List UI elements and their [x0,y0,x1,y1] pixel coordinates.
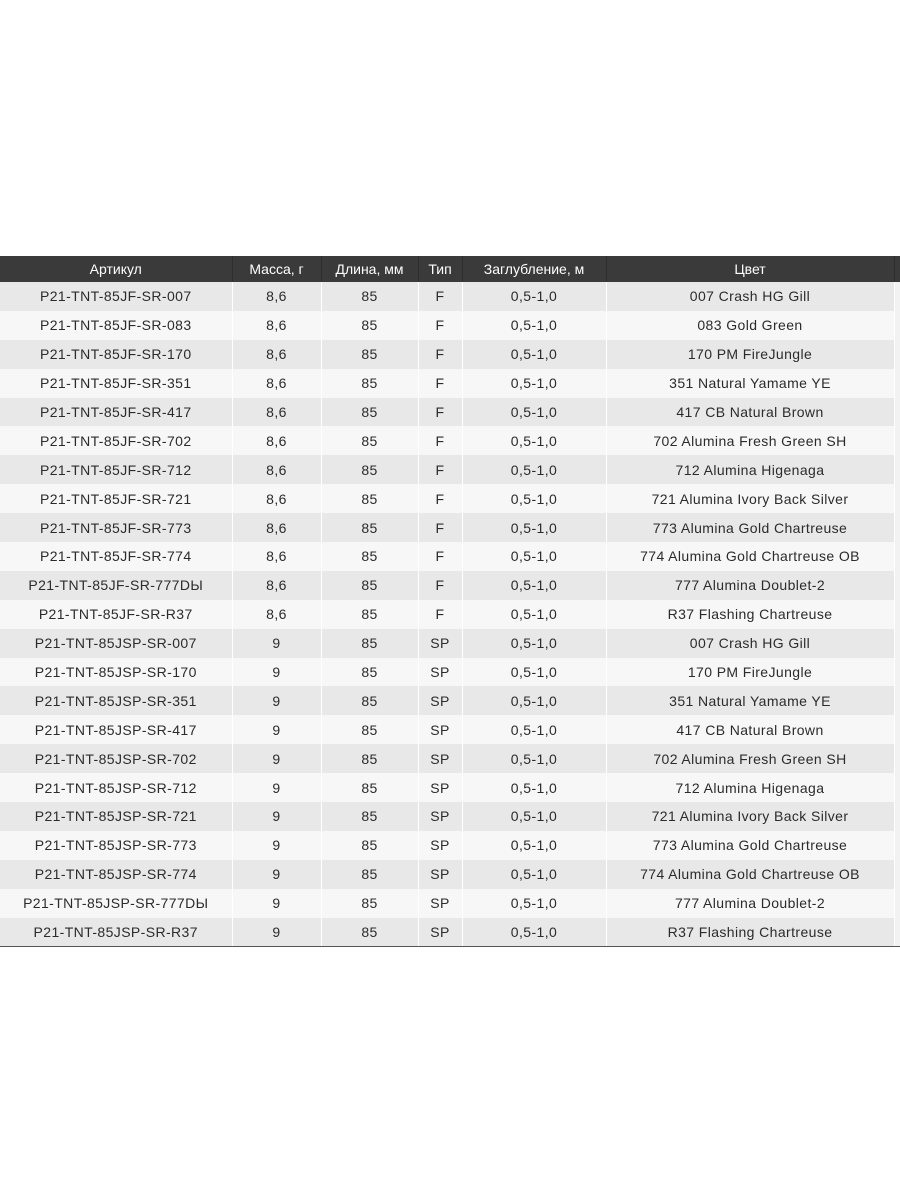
table-row [0,311,900,340]
cell-article: P21-TNT-85JF-SR-712 [0,455,232,484]
cell-filler [894,484,900,513]
cell-length: 85 [321,686,418,715]
cell-depth: 0,5-1,0 [462,889,606,918]
cell-color: 774 Alumina Gold Chartreuse OB [606,860,894,889]
cell-type: F [418,600,462,629]
cell-type: F [418,282,462,311]
cell-type: SP [418,889,462,918]
cell-depth: 0,5-1,0 [462,571,606,600]
cell-filler [894,658,900,687]
cell-type: SP [418,629,462,658]
cell-color: 351 Natural Yamame YE [606,369,894,398]
cell-length: 85 [321,484,418,513]
cell-color: 007 Crash HG Gill [606,629,894,658]
cell-article: P21-TNT-85JF-SR-777DЫ [0,571,232,600]
cell-depth: 0,5-1,0 [462,311,606,340]
table-row [0,686,900,715]
spec-table [0,256,900,947]
cell-mass: 8,6 [232,426,321,455]
cell-type: SP [418,744,462,773]
cell-depth: 0,5-1,0 [462,860,606,889]
table-row [0,369,900,398]
cell-mass: 8,6 [232,600,321,629]
cell-color: 417 CB Natural Brown [606,715,894,744]
cell-color: R37 Flashing Chartreuse [606,600,894,629]
cell-length: 85 [321,426,418,455]
cell-type: F [418,369,462,398]
cell-length: 85 [321,773,418,802]
table-row [0,426,900,455]
cell-article: P21-TNT-85JF-SR-721 [0,484,232,513]
cell-depth: 0,5-1,0 [462,629,606,658]
cell-filler [894,744,900,773]
cell-type: SP [418,773,462,802]
header-depth: Заглубление, м [462,256,606,282]
cell-type: F [418,542,462,571]
cell-type: SP [418,658,462,687]
cell-depth: 0,5-1,0 [462,773,606,802]
cell-type: F [418,571,462,600]
cell-article: P21-TNT-85JF-SR-007 [0,282,232,311]
cell-type: F [418,455,462,484]
cell-depth: 0,5-1,0 [462,831,606,860]
cell-mass: 8,6 [232,571,321,600]
cell-article: P21-TNT-85JF-SR-702 [0,426,232,455]
cell-color: 702 Alumina Fresh Green SH [606,744,894,773]
cell-color: 712 Alumina Higenaga [606,773,894,802]
cell-type: SP [418,918,462,947]
cell-length: 85 [321,918,418,947]
cell-filler [894,831,900,860]
header-mass: Масса, г [232,256,321,282]
cell-mass: 9 [232,860,321,889]
cell-mass: 9 [232,889,321,918]
cell-mass: 8,6 [232,398,321,427]
cell-filler [894,455,900,484]
cell-length: 85 [321,542,418,571]
cell-depth: 0,5-1,0 [462,398,606,427]
cell-length: 85 [321,802,418,831]
cell-filler [894,426,900,455]
table-row [0,600,900,629]
cell-article: P21-TNT-85JF-SR-083 [0,311,232,340]
table-header [0,256,900,282]
table-row [0,340,900,369]
cell-filler [894,369,900,398]
cell-color: 773 Alumina Gold Chartreuse [606,513,894,542]
cell-article: P21-TNT-85JSP-SR-712 [0,773,232,802]
header-row [0,256,900,282]
cell-depth: 0,5-1,0 [462,455,606,484]
cell-length: 85 [321,831,418,860]
header-article: Артикул [0,256,232,282]
cell-article: P21-TNT-85JSP-SR-007 [0,629,232,658]
table-row [0,455,900,484]
cell-mass: 9 [232,629,321,658]
cell-mass: 8,6 [232,369,321,398]
cell-depth: 0,5-1,0 [462,918,606,947]
cell-depth: 0,5-1,0 [462,484,606,513]
cell-type: F [418,426,462,455]
table-row [0,571,900,600]
table-body [0,282,900,946]
cell-length: 85 [321,369,418,398]
cell-color: 712 Alumina Higenaga [606,455,894,484]
cell-color: 702 Alumina Fresh Green SH [606,426,894,455]
cell-filler [894,686,900,715]
cell-length: 85 [321,571,418,600]
cell-mass: 8,6 [232,340,321,369]
cell-type: SP [418,860,462,889]
cell-filler [894,571,900,600]
cell-mass: 8,6 [232,513,321,542]
cell-article: P21-TNT-85JF-SR-170 [0,340,232,369]
table-row [0,629,900,658]
cell-filler [894,340,900,369]
cell-type: SP [418,802,462,831]
cell-mass: 9 [232,715,321,744]
header-filler [894,256,900,282]
cell-depth: 0,5-1,0 [462,426,606,455]
cell-depth: 0,5-1,0 [462,686,606,715]
cell-color: 351 Natural Yamame YE [606,686,894,715]
cell-mass: 8,6 [232,311,321,340]
table-row [0,802,900,831]
cell-mass: 8,6 [232,542,321,571]
cell-article: P21-TNT-85JSP-SR-774 [0,860,232,889]
cell-color: 417 CB Natural Brown [606,398,894,427]
cell-color: 007 Crash HG Gill [606,282,894,311]
cell-filler [894,802,900,831]
cell-mass: 9 [232,773,321,802]
table-row [0,744,900,773]
table-row [0,513,900,542]
cell-filler [894,542,900,571]
cell-article: P21-TNT-85JSP-SR-417 [0,715,232,744]
cell-filler [894,629,900,658]
table-row [0,398,900,427]
cell-article: P21-TNT-85JF-SR-773 [0,513,232,542]
cell-type: F [418,340,462,369]
header-type: Тип [418,256,462,282]
table-row [0,715,900,744]
cell-mass: 8,6 [232,455,321,484]
cell-length: 85 [321,513,418,542]
cell-mass: 9 [232,831,321,860]
cell-type: SP [418,831,462,860]
cell-color: 777 Alumina Doublet-2 [606,889,894,918]
cell-length: 85 [321,340,418,369]
cell-article: P21-TNT-85JSP-SR-R37 [0,918,232,947]
cell-article: P21-TNT-85JF-SR-351 [0,369,232,398]
cell-depth: 0,5-1,0 [462,715,606,744]
cell-depth: 0,5-1,0 [462,802,606,831]
cell-type: F [418,484,462,513]
cell-type: F [418,513,462,542]
cell-color: 721 Alumina Ivory Back Silver [606,802,894,831]
cell-filler [894,860,900,889]
cell-mass: 9 [232,802,321,831]
cell-length: 85 [321,629,418,658]
header-color: Цвет [606,256,894,282]
cell-article: P21-TNT-85JSP-SR-170 [0,658,232,687]
cell-length: 85 [321,282,418,311]
table-row [0,918,900,947]
cell-filler [894,918,900,947]
cell-color: 170 PM FireJungle [606,340,894,369]
cell-article: P21-TNT-85JSP-SR-702 [0,744,232,773]
table-row [0,889,900,918]
cell-length: 85 [321,744,418,773]
cell-length: 85 [321,311,418,340]
cell-article: P21-TNT-85JSP-SR-721 [0,802,232,831]
cell-color: 774 Alumina Gold Chartreuse OB [606,542,894,571]
cell-color: 773 Alumina Gold Chartreuse [606,831,894,860]
cell-article: P21-TNT-85JF-SR-417 [0,398,232,427]
cell-color: 777 Alumina Doublet-2 [606,571,894,600]
cell-mass: 9 [232,918,321,947]
cell-length: 85 [321,889,418,918]
cell-length: 85 [321,715,418,744]
cell-length: 85 [321,398,418,427]
table-row [0,831,900,860]
cell-filler [894,398,900,427]
cell-filler [894,889,900,918]
cell-color: 170 PM FireJungle [606,658,894,687]
table-row [0,484,900,513]
table-row [0,773,900,802]
cell-filler [894,715,900,744]
cell-color: R37 Flashing Chartreuse [606,918,894,947]
cell-article: P21-TNT-85JF-SR-774 [0,542,232,571]
cell-type: F [418,311,462,340]
cell-article: P21-TNT-85JF-SR-R37 [0,600,232,629]
cell-color: 083 Gold Green [606,311,894,340]
cell-mass: 8,6 [232,484,321,513]
cell-type: SP [418,715,462,744]
cell-depth: 0,5-1,0 [462,282,606,311]
cell-mass: 9 [232,686,321,715]
cell-article: P21-TNT-85JSP-SR-351 [0,686,232,715]
cell-article: P21-TNT-85JSP-SR-777DЫ [0,889,232,918]
cell-depth: 0,5-1,0 [462,744,606,773]
cell-type: F [418,398,462,427]
cell-color: 721 Alumina Ivory Back Silver [606,484,894,513]
cell-length: 85 [321,658,418,687]
cell-depth: 0,5-1,0 [462,542,606,571]
cell-mass: 8,6 [232,282,321,311]
table-row [0,658,900,687]
cell-depth: 0,5-1,0 [462,369,606,398]
table-row [0,282,900,311]
cell-filler [894,282,900,311]
cell-filler [894,600,900,629]
cell-length: 85 [321,860,418,889]
cell-mass: 9 [232,658,321,687]
header-length: Длина, мм [321,256,418,282]
cell-length: 85 [321,455,418,484]
cell-depth: 0,5-1,0 [462,658,606,687]
cell-filler [894,513,900,542]
cell-length: 85 [321,600,418,629]
cell-mass: 9 [232,744,321,773]
table-row [0,860,900,889]
cell-article: P21-TNT-85JSP-SR-773 [0,831,232,860]
cell-depth: 0,5-1,0 [462,600,606,629]
cell-filler [894,773,900,802]
spec-table-container [0,256,900,947]
cell-type: SP [418,686,462,715]
table-row [0,542,900,571]
cell-depth: 0,5-1,0 [462,340,606,369]
cell-filler [894,311,900,340]
cell-depth: 0,5-1,0 [462,513,606,542]
